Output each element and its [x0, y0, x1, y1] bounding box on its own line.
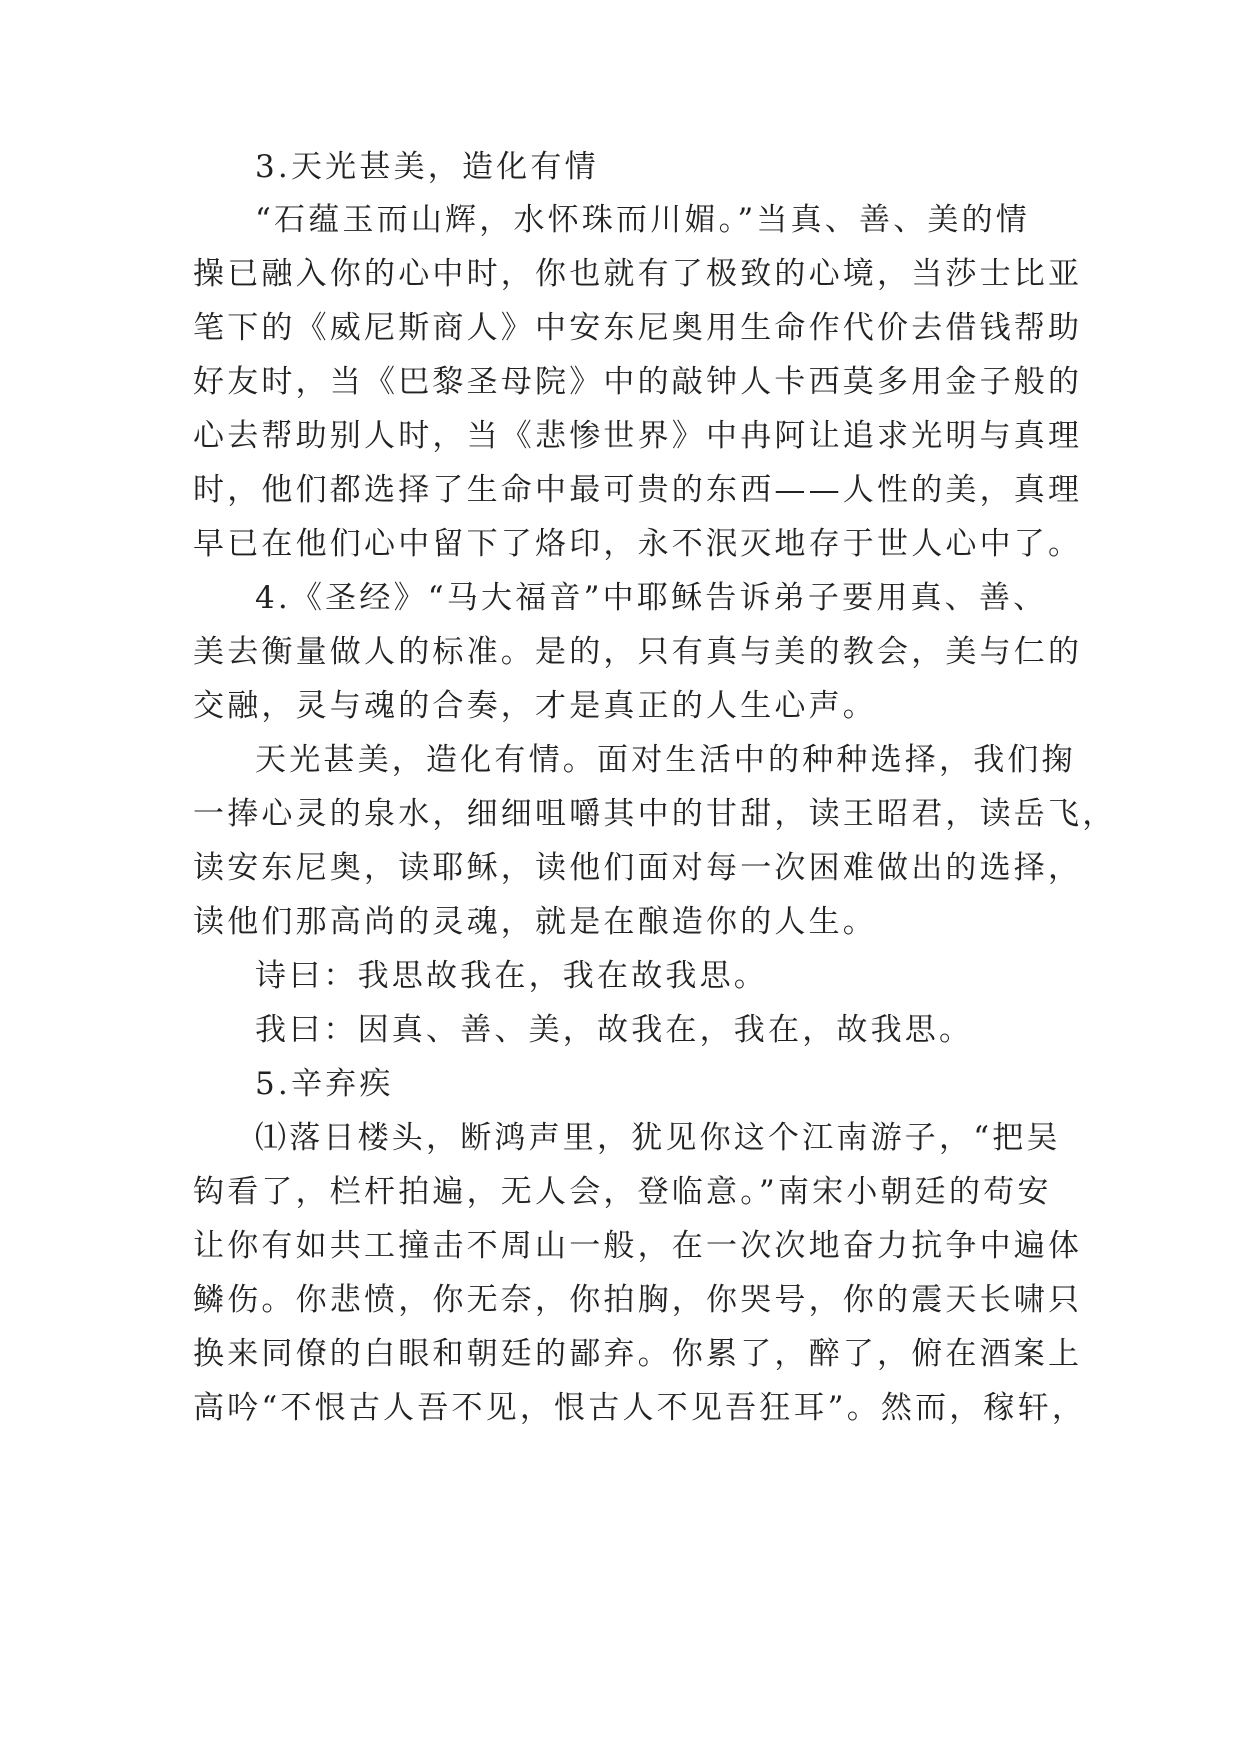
paragraph-line: 美去衡量做人的标准。是的，只有真与美的教会，美与仁的: [193, 634, 1083, 670]
paragraph-line: 天光甚美，造化有情。面对生活中的种种选择，我们掬: [255, 742, 1076, 778]
paragraph-line: 读安东尼奥，读耶稣，读他们面对每一次困难做出的选择，: [193, 850, 1083, 886]
paragraph-line: 让你有如共工撞击不周山一般，在一次次地奋力抗争中遍体: [193, 1228, 1083, 1264]
paragraph-line: 换来同僚的白眼和朝廷的鄙弃。你累了，醉了，俯在酒案上: [193, 1336, 1083, 1372]
paragraph-line: 好友时，当《巴黎圣母院》中的敲钟人卡西莫多用金子般的: [193, 364, 1083, 400]
paragraph-line: “石蕴玉而山辉，水怀珠而川媚。”当真、善、美的情: [255, 202, 1030, 238]
paragraph-line: 我曰：因真、善、美，故我在，我在，故我思。: [255, 1012, 974, 1048]
paragraph-line: 读他们那高尚的灵魂，就是在酿造你的人生。: [193, 904, 877, 940]
paragraph-line: 操已融入你的心中时，你也就有了极致的心境，当莎士比亚: [193, 256, 1083, 292]
paragraph-line: 4.《圣经》“马大福音”中耶稣告诉弟子要用真、善、: [255, 580, 1048, 616]
paragraph-line: 早已在他们心中留下了烙印，永不泯灭地存于世人心中了。: [193, 526, 1083, 562]
paragraph-line: 诗曰：我思故我在，我在故我思。: [255, 958, 768, 994]
paragraph-line: 交融，灵与魂的合奏，才是真正的人生心声。: [193, 688, 877, 724]
paragraph-line: ⑴落日楼头，断鸿声里，犹见你这个江南游子，“把吴: [255, 1120, 1061, 1156]
section-heading: 3.天光甚美，造化有情: [255, 149, 599, 185]
paragraph-line: 一捧心灵的泉水，细细咀嚼其中的甘甜，读王昭君，读岳飞，: [193, 796, 1117, 832]
paragraph-line: 钩看了，栏杆拍遍，无人会，登临意。”南宋小朝廷的苟安: [193, 1174, 1052, 1210]
paragraph-line: 时，他们都选择了生命中最可贵的东西——人性的美，真理: [193, 472, 1083, 508]
section-heading: 5.辛弃疾: [255, 1066, 394, 1102]
paragraph-line: 心去帮助别人时，当《悲惨世界》中冉阿让追求光明与真理: [193, 418, 1083, 454]
paragraph-line: 高吟“不恨古人吾不见，恨古人不见吾狂耳”。然而，稼轩，: [193, 1390, 1087, 1426]
paragraph-line: 鳞伤。你悲愤，你无奈，你拍胸，你哭号，你的震天长啸只: [193, 1282, 1083, 1318]
paragraph-line: 笔下的《威尼斯商人》中安东尼奥用生命作代价去借钱帮助: [193, 310, 1083, 346]
